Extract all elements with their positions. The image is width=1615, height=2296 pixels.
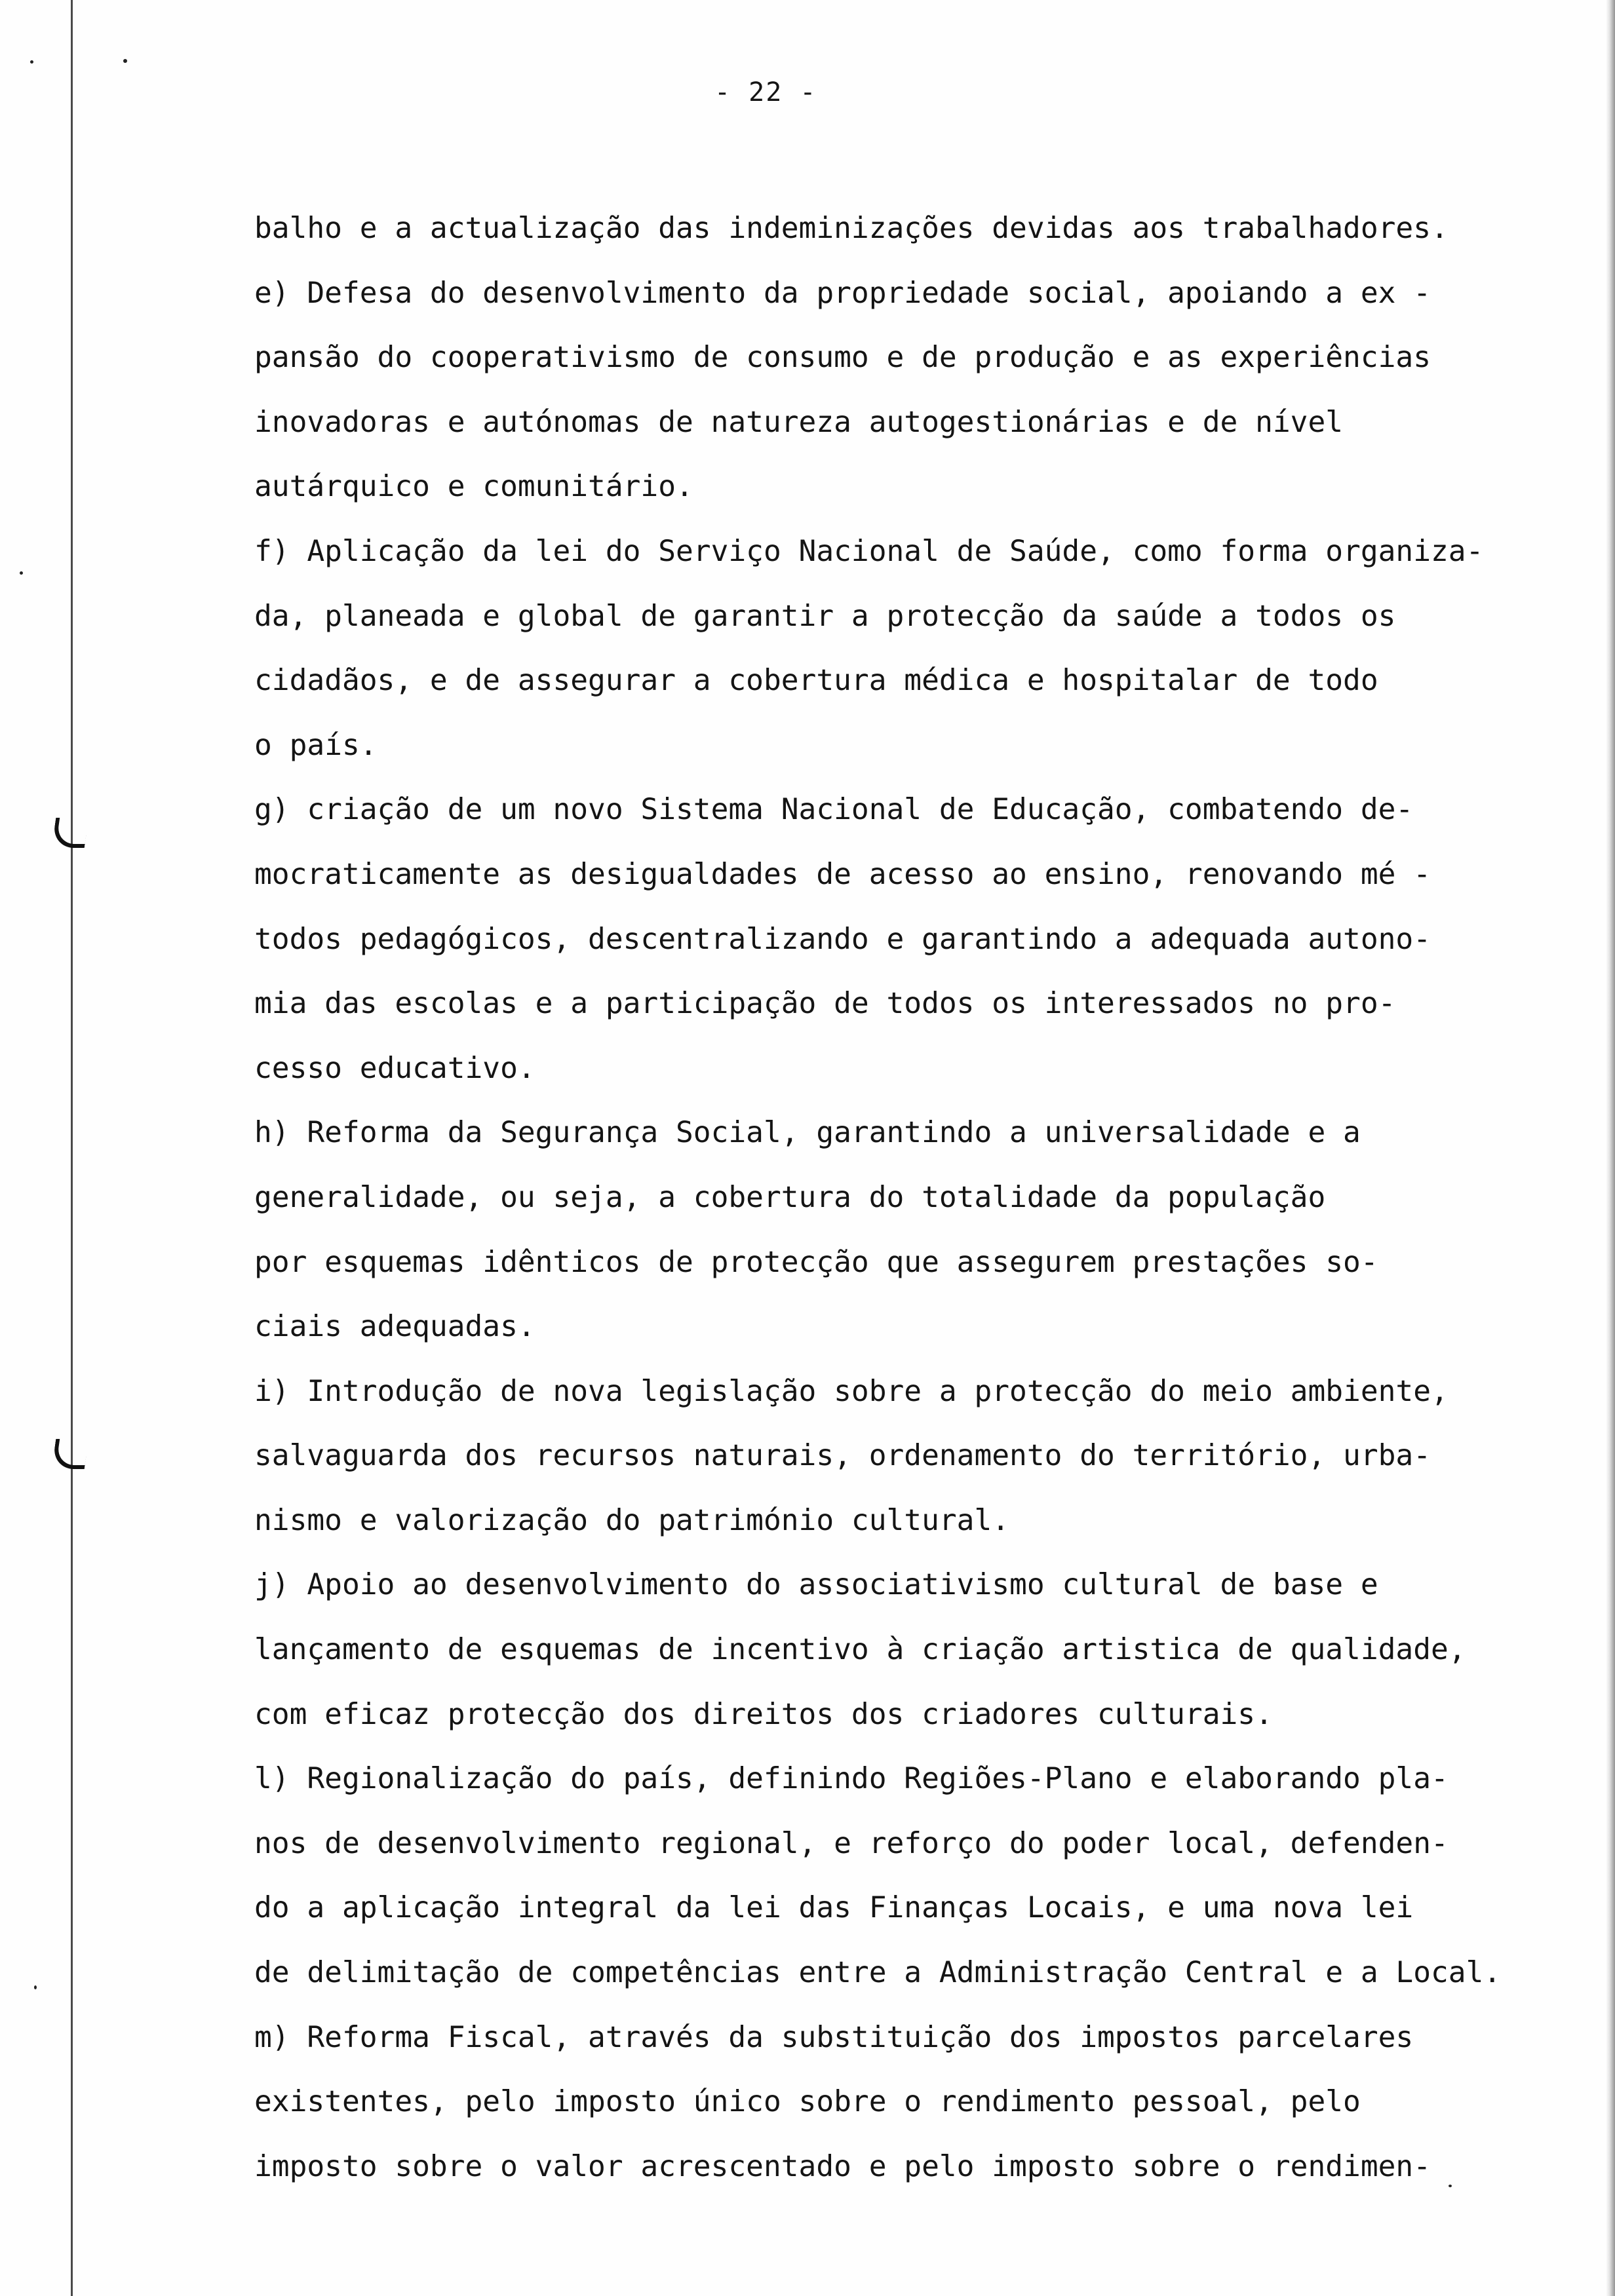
scan-speck	[20, 571, 23, 575]
scan-speck	[123, 59, 127, 63]
text-line: todos pedagógicos, descentralizando e garantindo a adequada autono-	[254, 922, 1431, 956]
text-line: h) Reforma da Segurança Social, garantindo a universalidade e a	[254, 1116, 1361, 1150]
text-line: e) Defesa do desenvolvimento da propriedade social, apoiando a ex -	[254, 276, 1431, 310]
body-text	[254, 197, 1559, 2199]
text-line: ciais adequadas.	[254, 1310, 535, 1344]
text-line: m) Reforma Fiscal, através da substituição dos impostos parcelares	[254, 2020, 1414, 2054]
text-line: por esquemas idênticos de protecção que assegurem prestações so-	[254, 1245, 1378, 1279]
text-line: da, planeada e global de garantir a protecção da saúde a todos os	[254, 599, 1396, 633]
binder-hole-mark	[52, 1439, 88, 1469]
text-line: mocraticamente as desigualdades de acesso ao ensino, renovando mé -	[254, 857, 1431, 891]
text-line: o país.	[254, 728, 378, 762]
text-line: nismo e valorização do património cultural.	[254, 1503, 1010, 1537]
text-line: g) criação de um novo Sistema Nacional de Educação, combatendo de-	[254, 793, 1414, 827]
scan-speck	[30, 60, 33, 64]
text-line: nos de desenvolvimento regional, e reforço do poder local, defenden-	[254, 1826, 1449, 1860]
scan-right-edge	[1606, 0, 1615, 2296]
text-line: lançamento de esquemas de incentivo à criação artistica de qualidade,	[254, 1633, 1466, 1667]
text-line: cidadãos, e de assegurar a cobertura médica e hospitalar de todo	[254, 664, 1378, 698]
text-line: autárquico e comunitário.	[254, 470, 693, 504]
text-line: f) Aplicação da lei do Serviço Nacional de Saúde, como forma organiza-	[254, 534, 1484, 568]
text-line: cesso educativo.	[254, 1051, 535, 1085]
text-line: j) Apoio ao desenvolvimento do associativismo cultural de base e	[254, 1568, 1378, 1602]
text-line: salvaguarda dos recursos naturais, ordenamento do território, urba-	[254, 1439, 1431, 1473]
page-number: - 22 -	[714, 77, 817, 107]
scan-speck	[34, 1985, 37, 1989]
scan-margin-line	[71, 0, 73, 2296]
text-line: pansão do cooperativismo de consumo e de produção e as experiências	[254, 341, 1431, 375]
text-line: l) Regionalização do país, definindo Regiões-Plano e elaborando pla-	[254, 1762, 1449, 1796]
text-line: do a aplicação integral da lei das Finanças Locais, e uma nova lei	[254, 1891, 1414, 1925]
text-line: existentes, pelo imposto único sobre o rendimento pessoal, pelo	[254, 2085, 1361, 2119]
text-line: imposto sobre o valor acrescentado e pelo imposto sobre o rendimen-	[254, 2149, 1431, 2183]
text-line: mia das escolas e a participação de todos os interessados no pro-	[254, 987, 1396, 1021]
text-line: i) Introdução de nova legislação sobre a protecção do meio ambiente,	[254, 1374, 1449, 1408]
text-line: com eficaz protecção dos direitos dos criadores culturais.	[254, 1697, 1273, 1731]
text-line: generalidade, ou seja, a cobertura do totalidade da população	[254, 1180, 1326, 1214]
binder-hole-mark	[52, 818, 88, 848]
text-line: de delimitação de competências entre a Administração Central e a Local.	[254, 1956, 1502, 1990]
text-line: balho e a actualização das indeminizações devidas aos trabalhadores.	[254, 212, 1449, 245]
text-line: inovadoras e autónomas de natureza autogestionárias e de nível	[254, 405, 1344, 439]
